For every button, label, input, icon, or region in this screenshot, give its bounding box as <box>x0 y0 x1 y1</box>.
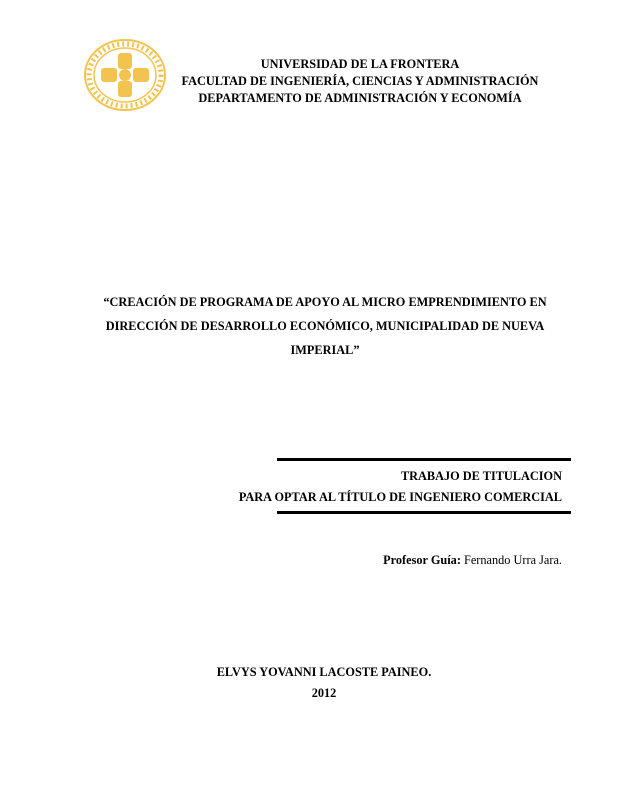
advisor-line <box>383 553 562 568</box>
faculty-name: FACULTAD DE INGENIERÍA, CIENCIAS Y ADMINISTRACIÓN <box>181 74 539 88</box>
advisor-label: Profesor Guía: <box>383 553 461 567</box>
title-line: “CREACIÓN DE PROGRAMA DE APOYO AL MICRO EMPRENDIMIENTO EN <box>103 295 547 309</box>
author-name: ELVYS YOVANNI LACOSTE PAINEO. <box>216 665 432 679</box>
work-purpose: PARA OPTAR AL TÍTULO DE INGENIERO COMERCIAL <box>238 490 562 504</box>
bottom-divider <box>277 511 571 514</box>
university-name: UNIVERSIDAD DE LA FRONTERA <box>260 57 460 71</box>
department-name: DEPARTAMENTO DE ADMINISTRACIÓN Y ECONOMÍA <box>198 91 522 105</box>
year: 2012 <box>311 686 337 700</box>
advisor-name: Fernando Urra Jara. <box>460 553 562 567</box>
work-type: TRABAJO DE TITULACION <box>400 469 562 483</box>
thesis-title <box>60 290 590 362</box>
top-divider <box>277 458 571 461</box>
title-line: DIRECCIÓN DE DESARROLLO ECONÓMICO, MUNICIPALIDAD DE NUEVA <box>105 319 545 333</box>
title-line: IMPERIAL” <box>290 343 360 357</box>
